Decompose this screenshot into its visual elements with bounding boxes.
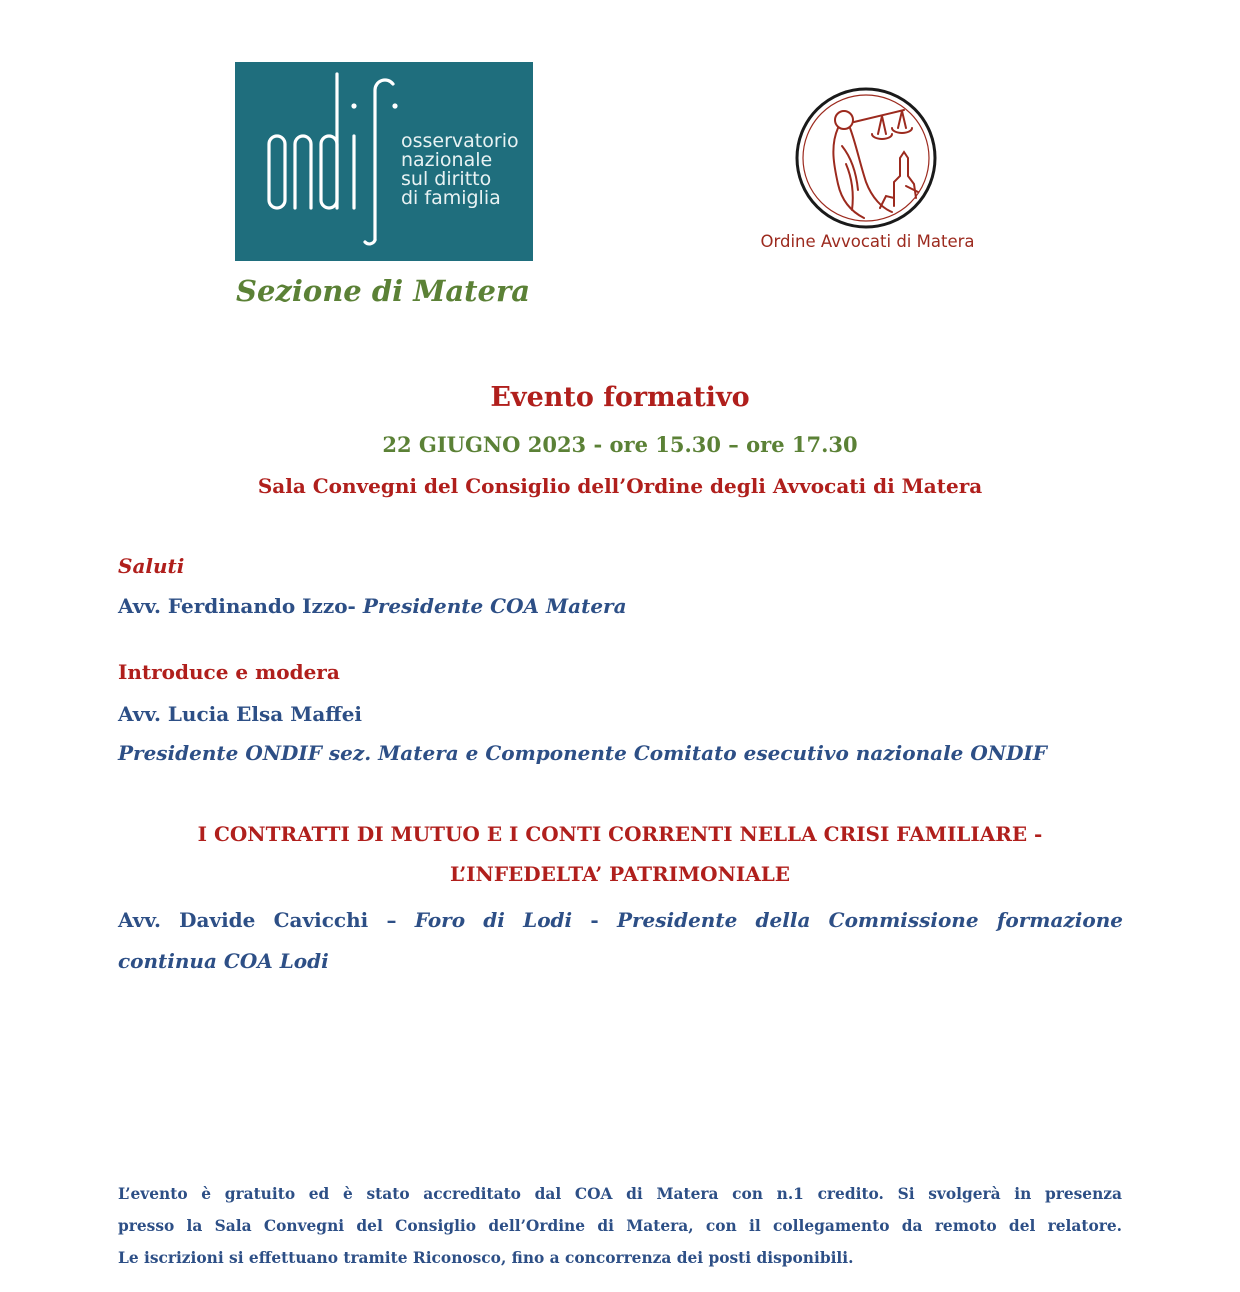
moderation-speaker-name: Avv. Lucia Elsa Maffei <box>118 702 363 726</box>
footer-line: Le iscrizioni si effettuano tramite Riconosco, fino a concorrenza dei posti disponibili. <box>118 1249 854 1267</box>
event-date: 22 GIUGNO 2023 - ore 15.30 – ore 17.30 <box>382 432 858 457</box>
talk-speaker-name: Avv. Davide Cavicchi – <box>118 908 397 932</box>
footer-note <box>118 1178 1122 1274</box>
ondif-line: di famiglia <box>401 187 501 209</box>
talk-speaker-role-part2: continua COA Lodi <box>118 949 329 973</box>
talk-speaker-affiliation: Foro di Lodi <box>414 908 573 932</box>
event-venue: Sala Convegni del Consiglio dell’Ordine degli Avvocati di Matera <box>257 474 983 498</box>
moderation-label: Introduce e modera <box>118 660 340 684</box>
ondif-logo <box>235 62 533 261</box>
footer-line: L’evento è gratuito ed è stato accreditato dal COA di Matera con n.1 credito. Si svolgerà in presenza <box>118 1185 1122 1203</box>
ondif-line: osservatorio <box>401 130 519 152</box>
ondif-line: nazionale <box>401 149 493 171</box>
ondif-line: sul diritto <box>401 168 492 190</box>
talk-separator: - <box>590 908 599 932</box>
coa-seal-logo <box>794 86 938 230</box>
greetings-speaker-role: Presidente COA Matera <box>362 594 627 618</box>
talk-speaker-line1 <box>118 900 1123 941</box>
greetings-speaker <box>118 594 627 618</box>
greetings-speaker-name: Avv. Ferdinando Izzo- <box>118 594 356 618</box>
ondif-logo-text <box>401 132 519 208</box>
talk-title-line1: I CONTRATTI DI MUTUO E I CONTI CORRENTI NELLA CRISI FAMILIARE - <box>197 822 1043 846</box>
talk-title-line2: L’INFEDELTA’ PATRIMONIALE <box>449 862 791 886</box>
event-title: Evento formativo <box>490 382 750 413</box>
talk-speaker-role-part1: Presidente della Commissione formazione <box>616 908 1123 932</box>
moderation-speaker-role: Presidente ONDIF sez. Matera e Componente Comitato esecutivo nazionale ONDIF <box>118 741 1047 765</box>
section-label: Sezione di Matera <box>236 274 531 308</box>
talk-speaker <box>118 900 1123 982</box>
footer-line: presso la Sala Convegni del Consiglio dell’Ordine di Matera, con il collegamento da remoto del relatore. <box>118 1217 1122 1235</box>
coa-name: Ordine Avvocati di Matera <box>760 232 975 251</box>
greetings-label: Saluti <box>118 554 185 578</box>
